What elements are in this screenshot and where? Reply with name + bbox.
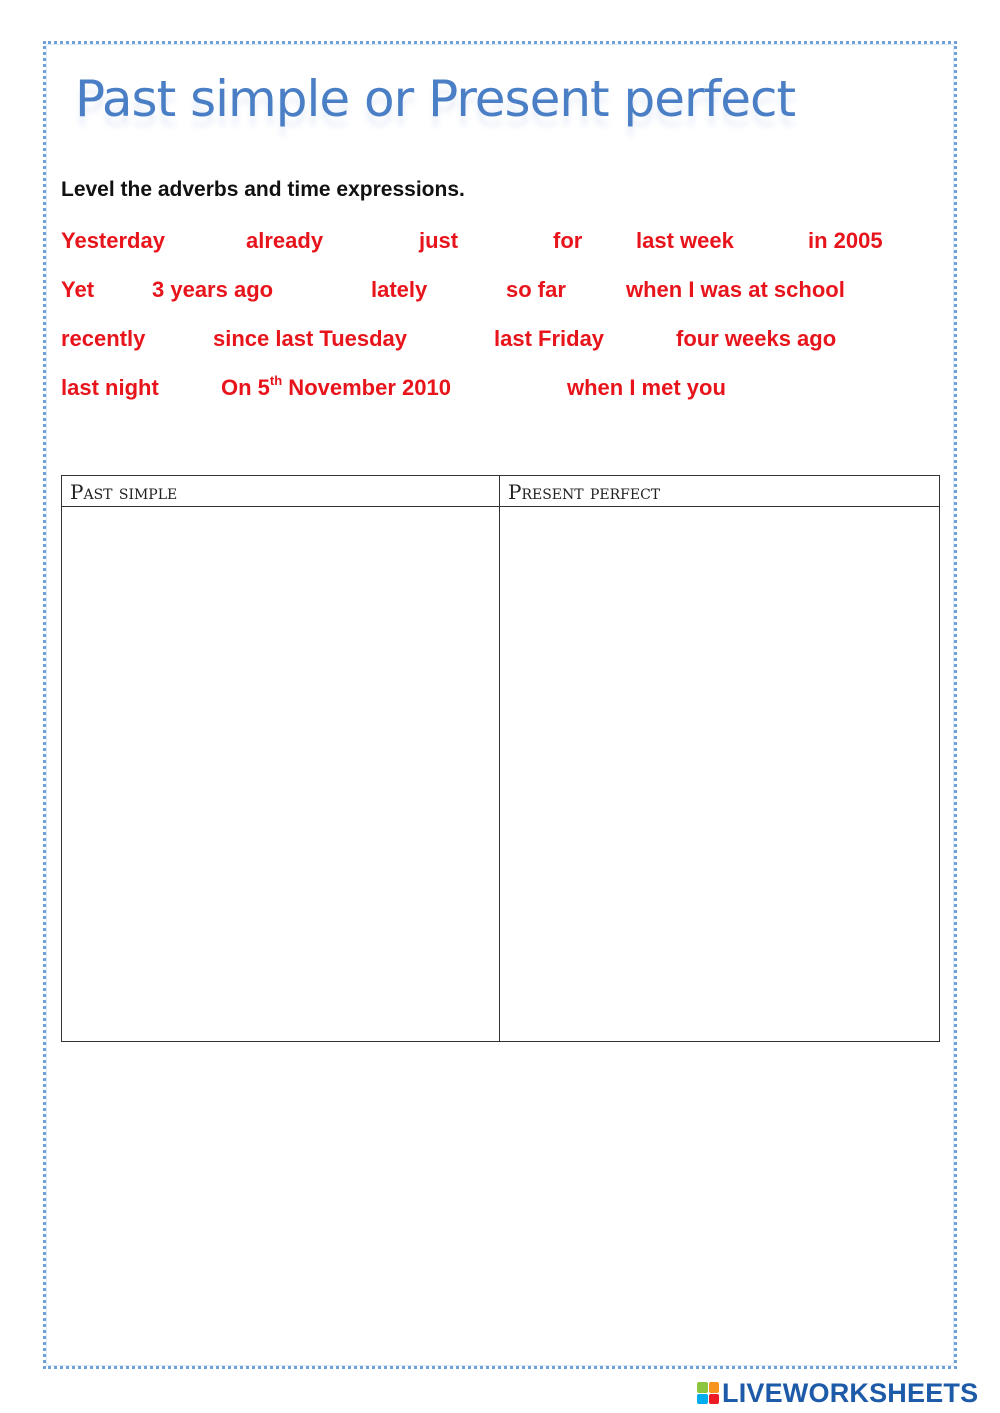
- expression-so-far: so far: [506, 277, 566, 302]
- table-row: [62, 507, 940, 1042]
- liveworksheets-logo[interactable]: [697, 1378, 978, 1408]
- past-simple-answer-area[interactable]: [62, 507, 500, 1042]
- page-title: Past simple or Present perfect: [75, 70, 796, 128]
- expression-four-weeks-ago: four weeks ago: [676, 326, 837, 351]
- instruction-text: Level the adverbs and time expressions.: [61, 178, 465, 201]
- expression-when-i-met-you: when I met you: [567, 375, 726, 400]
- date-prefix: On 5: [221, 375, 270, 400]
- expression-in-2005: in 2005: [808, 228, 883, 253]
- column-header-present-perfect: Present perfect: [500, 476, 940, 507]
- expression-when-at-school: when I was at school: [626, 277, 845, 302]
- expression-last-friday: last Friday: [494, 326, 605, 351]
- present-perfect-answer-area[interactable]: [500, 507, 940, 1042]
- expression-last-week: last week: [636, 228, 734, 253]
- date-ordinal-suffix: th: [269, 372, 283, 388]
- expression-recently: recently: [61, 326, 146, 351]
- expression-3-years-ago: 3 years ago: [152, 277, 274, 302]
- logo-mark-icon: [697, 1382, 719, 1404]
- expression-yet: Yet: [61, 277, 95, 302]
- expression-since-last-tuesday: since last Tuesday: [213, 326, 408, 351]
- expression-lately: lately: [371, 277, 428, 302]
- expression-for: for: [553, 228, 583, 253]
- table-header-row: [62, 476, 940, 507]
- expression-already: already: [246, 228, 324, 253]
- column-header-past-simple: Past simple: [62, 476, 500, 507]
- logo-text: LIVEWORKSHEETS: [722, 1377, 979, 1408]
- expression-on-5th-november-2010: [221, 372, 451, 401]
- expression-yesterday: Yesterday: [61, 228, 165, 253]
- sorting-table: [61, 475, 940, 1042]
- expression-just: just: [419, 228, 459, 253]
- expression-last-night: last night: [61, 375, 159, 400]
- date-suffix: November 2010: [282, 375, 451, 400]
